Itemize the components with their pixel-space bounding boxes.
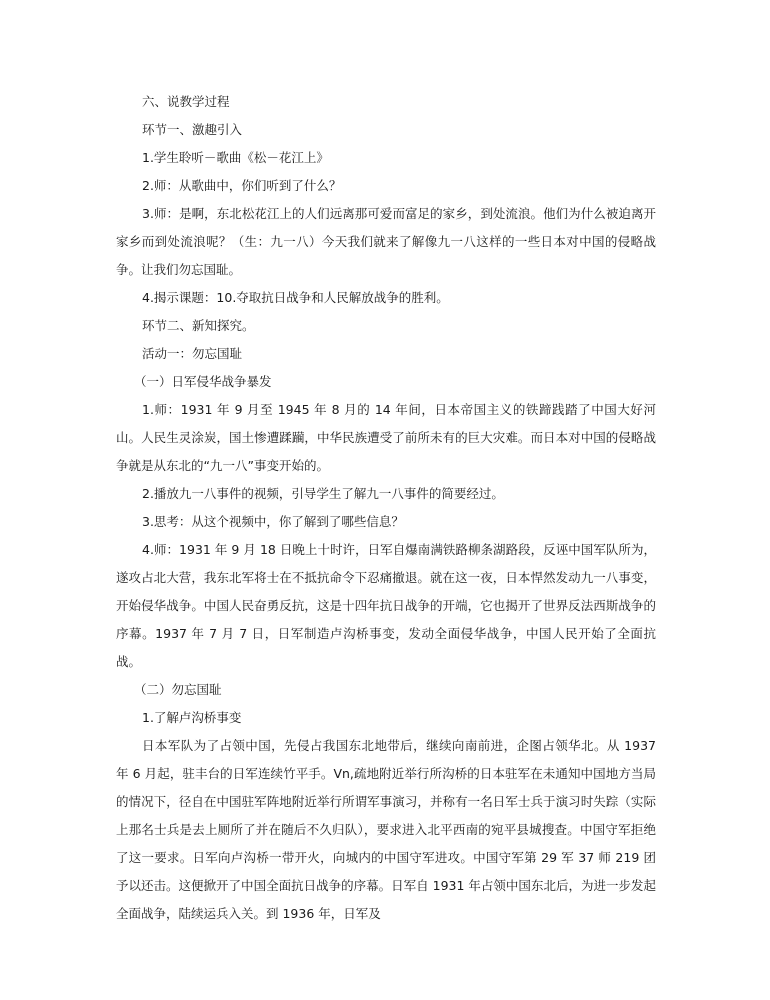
section-heading-teaching-process: 六、说教学过程 xyxy=(142,94,230,109)
subsection-heading-war-outbreak: （一）日军侵华战争暴发 xyxy=(134,374,272,389)
paragraph-teacher-question: 2.师：从歌曲中，你们听到了什么？ xyxy=(142,178,342,193)
paragraph-september-18: 4.师：1931 年 9 月 18 日晚上十时许，日军自爆南满铁路柳条湖路段，反诬中国军队所为，遂攻占北大营，我东北军将士在不抵抗命令下忍痛撤退。就在这一夜，日本悍然发动九一八事变，开始侵华战争。中国人民奋勇反抗，这是十四年抗日战争的开端，它也揭开了世界反法西斯战争的序幕。1937 年 7 月 7 日，日军制造卢沟桥事变，发动全面侵华战争，中国人民开始了全面抗战。 xyxy=(116,542,656,669)
paragraph-lugou-bridge-heading: 1.了解卢沟桥事变 xyxy=(142,710,242,725)
document-body xyxy=(116,88,656,928)
activity-heading-remember: 活动一：勿忘国耻 xyxy=(142,346,243,361)
subsection-heading-national-humiliation: （二）勿忘国耻 xyxy=(134,682,222,697)
paragraph-think-question: 3.思考：从这个视频中，你了解到了哪些信息？ xyxy=(142,514,404,529)
paragraph-song-listening: 1.学生聆听－歌曲《松－花江上》 xyxy=(142,150,329,165)
paragraph-teacher-explanation: 3.师：是啊，东北松花江上的人们远离那可爱而富足的家乡，到处流浪。他们为什么被迫离开家乡而到处流浪呢？（生：九一八）今天我们就来了解像九一八这样的一些日本对中国的侵略战争。让我们勿忘国耻。 xyxy=(116,206,656,277)
stage-heading-intro: 环节一、激趣引入 xyxy=(142,122,243,137)
paragraph-lugou-bridge-incident: 日本军队为了占领中国，先侵占我国东北地带后，继续向南前进，企图占领华北。从 1937 年 6 月起，驻丰台的日军连续竹平手。Vn,疏地附近举行所沟桥的日本驻军在未通知中国地方当局的情况下，径自在中国驻军阵地附近举行所谓军事演习，并称有一名日军士兵于演习时失踪（实际上那名士兵是去上厕所了并在随后不久归队），要求进入北平西南的宛平县城搜查。中国守军拒绝了这一要求。日军向卢沟桥一带开火，向城内的中国守军进攻。中国守军第 29 军 37 师 219 团予以还击。这便掀开了中国全面抗日战争的序幕。日军自 1931 年占领中国东北后，为进一步发起全面战争，陆续运兵入关。到 1936 年，日军及 xyxy=(116,738,656,921)
paragraph-play-video: 2.播放九一八事件的视频，引导学生了解九一八事件的简要经过。 xyxy=(142,486,504,501)
stage-heading-inquiry: 环节二、新知探究。 xyxy=(142,318,255,333)
paragraph-lesson-topic: 4.揭示课题：10.夺取抗日战争和人民解放战争的胜利。 xyxy=(142,290,449,305)
paragraph-fourteen-years: 1.师：1931 年 9 月至 1945 年 8 月的 14 年间，日本帝国主义的铁蹄践踏了中国大好河山。人民生灵涂炭，国土惨遭蹂躏，中华民族遭受了前所未有的巨大灾难。而日本对中国的侵略战争就是从东北的“九一八”事变开始的。 xyxy=(116,402,656,473)
